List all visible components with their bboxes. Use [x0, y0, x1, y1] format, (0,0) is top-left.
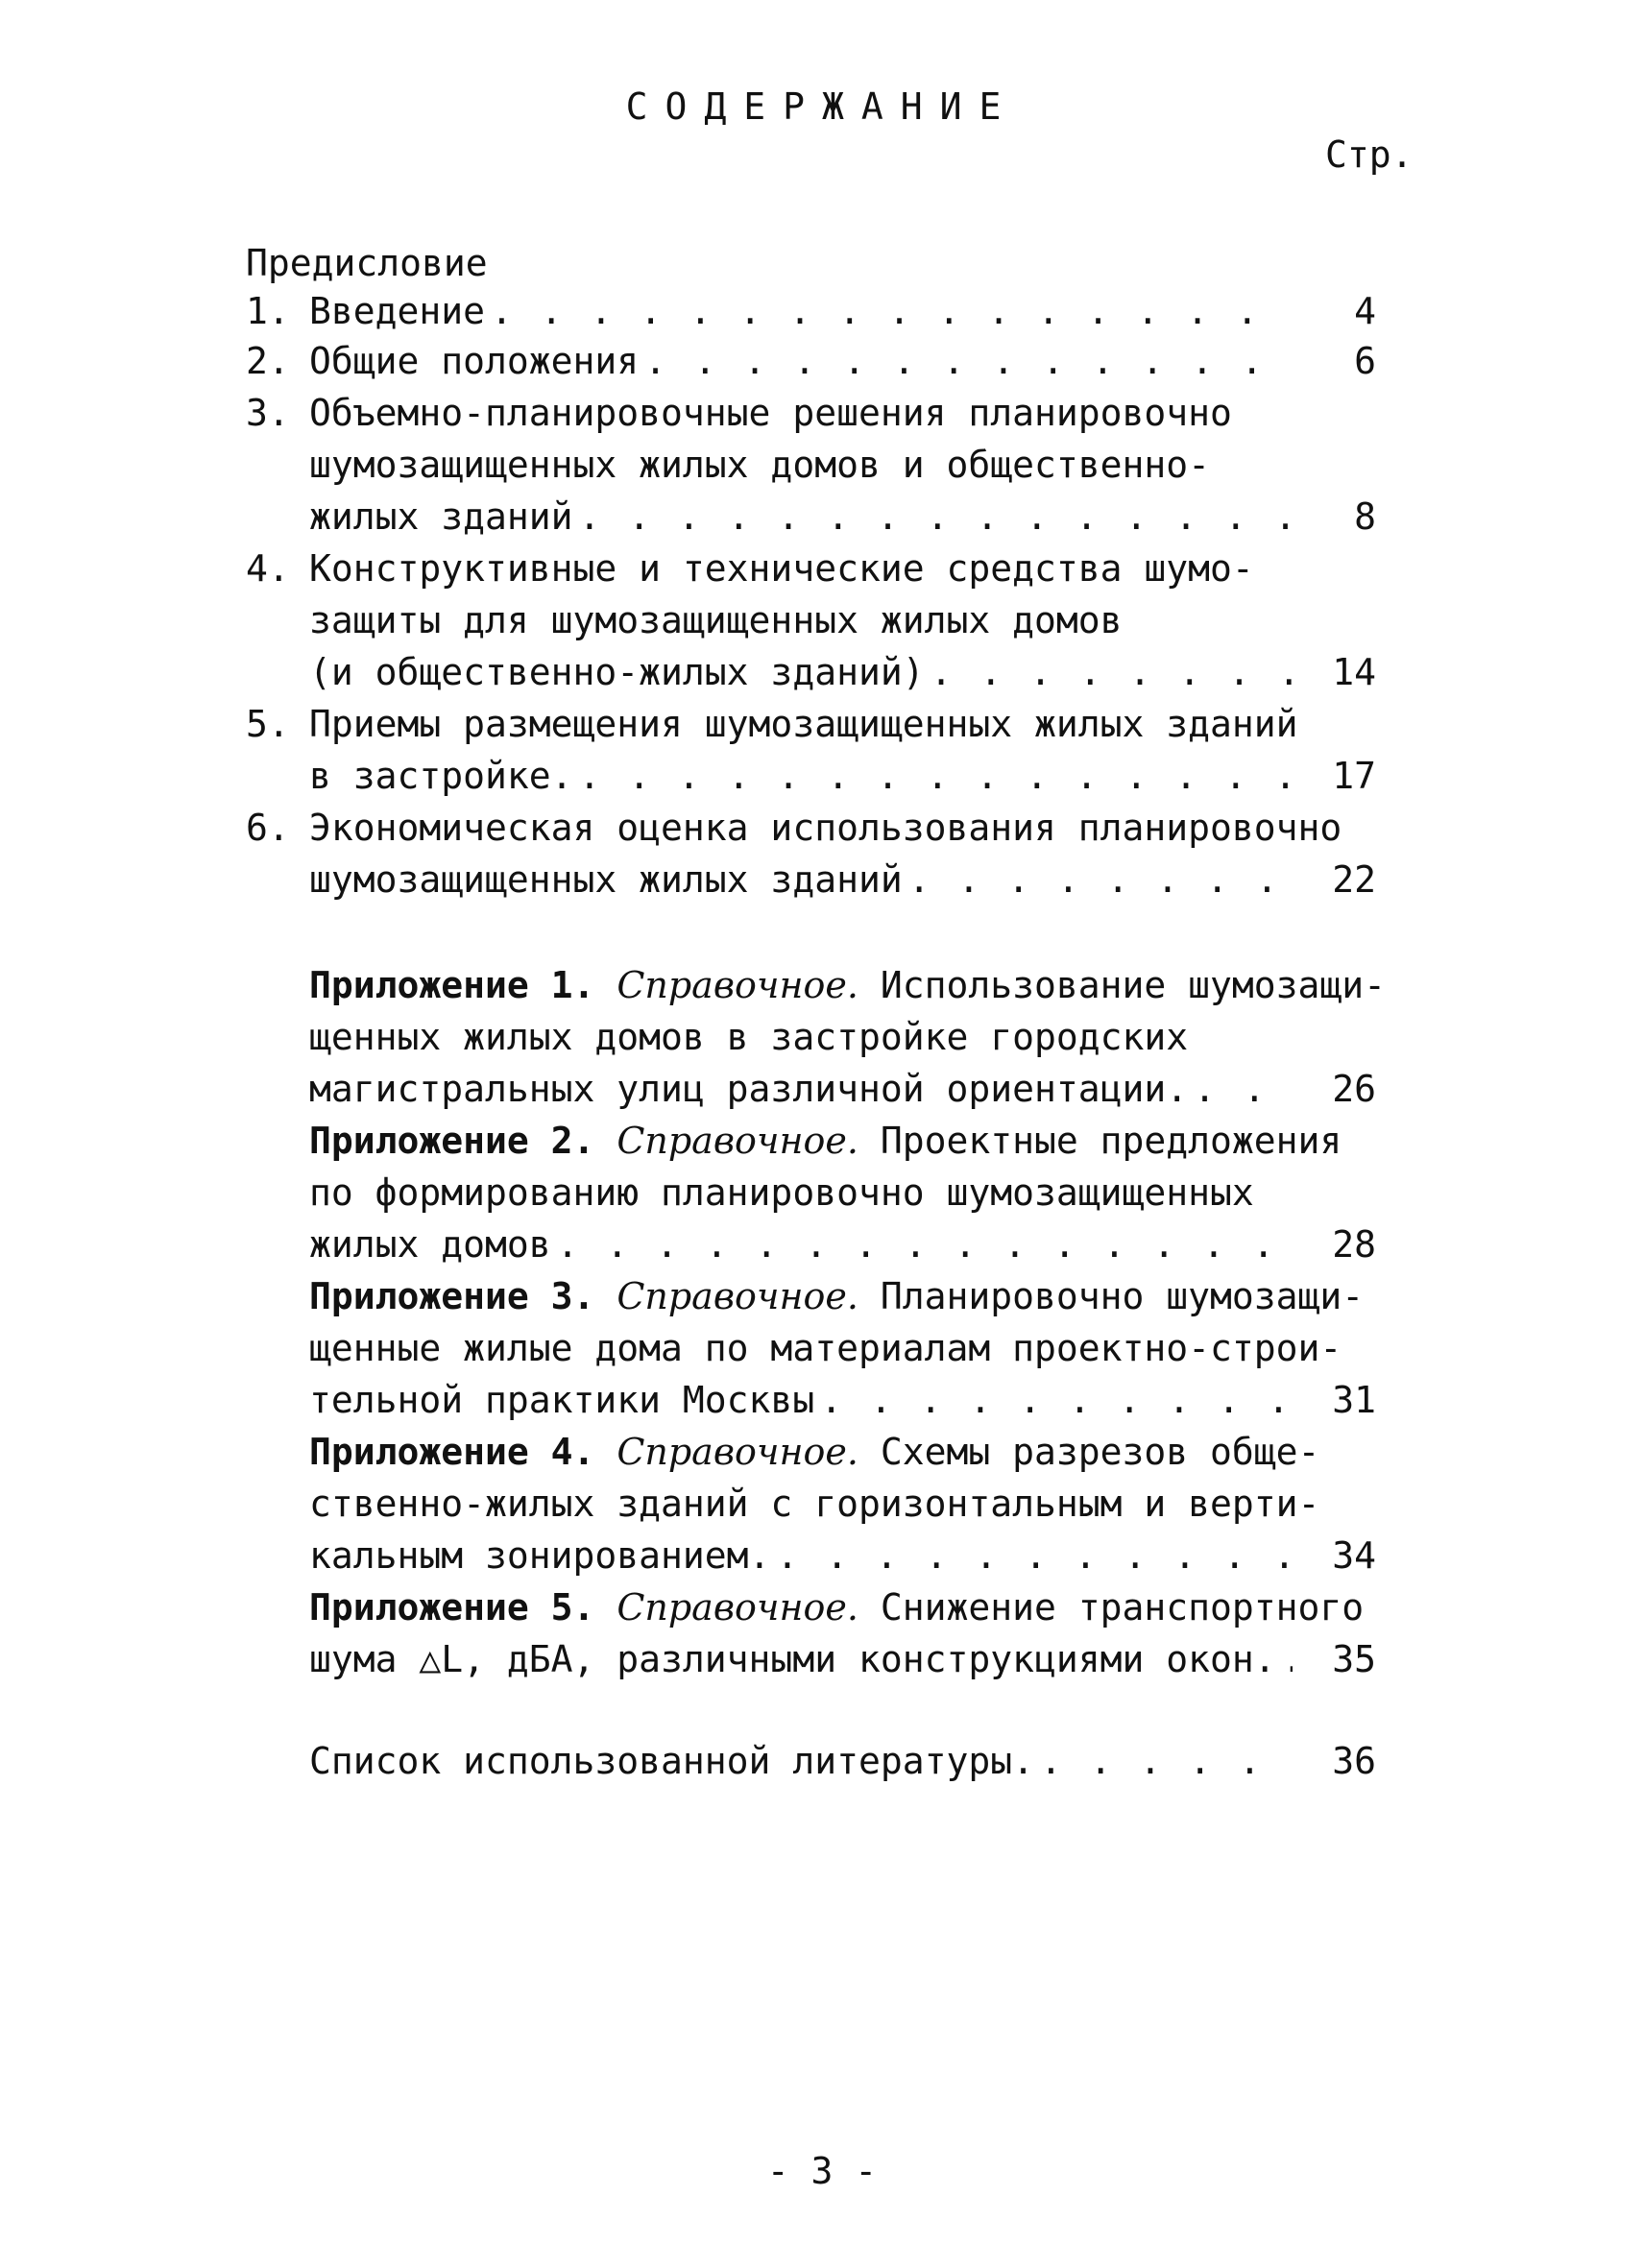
page-title: СОДЕРЖАНИЕ [625, 85, 1019, 128]
literature-title: Список использованной литературы. [309, 1740, 1034, 1782]
section-title: Экономическая оценка использования планировочно [309, 807, 1342, 849]
appendix-kind: Справочное. [616, 1120, 858, 1162]
appendix-entry-line [309, 1012, 1188, 1062]
appendix-label: Приложение 5. [309, 1586, 595, 1629]
appendix-title: Схемы разрезов обще- [880, 1431, 1320, 1473]
appendix-title-continued: жилых домов [309, 1223, 551, 1266]
dot-leader [579, 751, 1293, 801]
section-title-continued: (и общественно-жилых зданий) [309, 651, 925, 693]
appendix-title: Использование шумозащи- [880, 964, 1387, 1006]
page-number: 36 [1332, 1740, 1376, 1782]
appendix-title-continued: щенные жилые дома по материалам проектно-строи- [309, 1327, 1342, 1369]
pages-column-label: Стр. [1325, 133, 1414, 176]
page-number: 31 [1332, 1379, 1376, 1421]
appendix-kind: Справочное. [616, 1275, 858, 1317]
page-footer-number: - 3 - [766, 2150, 878, 2192]
dot-leader [1040, 1736, 1293, 1786]
appendix-title-continued: ственно-жилых зданий с горизонтальным и верти- [309, 1483, 1320, 1525]
appendix-title: Проектные предложения [880, 1120, 1342, 1162]
section-title-continued: защиты для шумозащищенных жилых домов [309, 599, 1123, 641]
appendix-title-continued: по формированию планировочно шумозащищенных [309, 1171, 1254, 1214]
section-title: Общие положения [309, 340, 640, 382]
appendix-entry-line [309, 1116, 1342, 1166]
page-number: 14 [1332, 651, 1376, 693]
section-number: 4. [246, 547, 290, 590]
appendix-title: Снижение транспортного [880, 1586, 1365, 1629]
dot-leader [1194, 1064, 1293, 1114]
appendix-entry-line [309, 1582, 1364, 1632]
toc-entry-line [309, 388, 1232, 438]
appendix-kind: Справочное. [616, 964, 858, 1006]
section-title: Введение [309, 290, 486, 332]
appendix-title-continued: тельной практики Москвы [309, 1379, 815, 1421]
section-number: 6. [246, 807, 290, 849]
appendix-kind: Справочное. [616, 1586, 858, 1629]
toc-entry-line [309, 543, 1254, 593]
appendix-kind: Справочное. [616, 1431, 858, 1473]
appendix-entry-line [309, 1479, 1319, 1529]
toc-entry-line [309, 803, 1342, 853]
section-number: 1. [246, 290, 290, 332]
toc-entry [309, 286, 1298, 336]
section-title: Объемно-планировочные решения планировочно [309, 392, 1232, 434]
dot-leader [491, 286, 1293, 336]
appendix-title-continued: щенных жилых домов в застройке городских [309, 1016, 1189, 1058]
appendix-title-continued: магистральных улиц различной ориентации. [309, 1068, 1189, 1110]
page-number: 34 [1332, 1534, 1376, 1577]
appendix-label: Приложение 3. [309, 1275, 595, 1317]
dot-leader [820, 1375, 1293, 1425]
page-number: 17 [1332, 755, 1376, 797]
toc-entry [309, 751, 1298, 801]
dot-leader [579, 492, 1293, 542]
toc-entry [309, 492, 1298, 542]
section-title: Конструктивные и технические средства шумо- [309, 547, 1254, 590]
appendix-entry-line [309, 960, 1386, 1010]
preface-entry [246, 238, 488, 288]
toc-entry-line [309, 699, 1298, 749]
appendix-title: Планировочно шумозащи- [880, 1275, 1365, 1317]
appendix-label: Приложение 2. [309, 1120, 595, 1162]
appendix-entry-line [309, 1427, 1319, 1477]
page-number: 6 [1354, 340, 1376, 382]
dot-leader [644, 336, 1293, 386]
appendix-entry [309, 1064, 1298, 1114]
toc-entry [309, 855, 1298, 905]
page-number: 26 [1332, 1068, 1376, 1110]
section-title-continued: шумозащищенных жилых домов и общественно- [309, 444, 1210, 486]
section-title-continued: в застройке. [309, 755, 573, 797]
appendix-title-continued: кальным зонированием. [309, 1534, 771, 1577]
page-number: 8 [1354, 495, 1376, 538]
appendix-label: Приложение 1. [309, 964, 595, 1006]
page-number: 28 [1332, 1223, 1376, 1266]
toc-entry [309, 336, 1298, 386]
section-number: 3. [246, 392, 290, 434]
appendix-title-continued: шума △L, дБА, различными конструкциями окон. [309, 1638, 1276, 1680]
dot-leader [557, 1219, 1293, 1269]
page-number: 4 [1354, 290, 1376, 332]
appendix-label: Приложение 4. [309, 1431, 595, 1473]
appendix-entry-line [309, 1323, 1342, 1373]
dot-leader [776, 1531, 1293, 1580]
page-number: 35 [1332, 1638, 1376, 1680]
appendix-entry-line [309, 1168, 1254, 1218]
toc-entry-line [309, 440, 1210, 490]
dot-leader [931, 647, 1293, 697]
section-title-continued: шумозащищенных жилых зданий [309, 858, 903, 901]
section-title: Приемы размещения шумозащищенных жилых зданий [309, 703, 1298, 745]
dot-leader [908, 855, 1293, 905]
section-number: 2. [246, 340, 290, 382]
section-title-continued: жилых зданий [309, 495, 573, 538]
dot-leader [1282, 1634, 1293, 1684]
appendix-entry [309, 1375, 1298, 1425]
page-number: 22 [1332, 858, 1376, 901]
appendix-entry [309, 1531, 1298, 1580]
appendix-entry-line [309, 1271, 1364, 1321]
appendix-entry [309, 1219, 1298, 1269]
section-number: 5. [246, 703, 290, 745]
toc-entry [309, 647, 1298, 697]
toc-entry-line [309, 595, 1122, 645]
preface-text: Предисловие [246, 242, 488, 284]
appendix-entry [309, 1634, 1298, 1684]
literature-entry [309, 1736, 1298, 1786]
